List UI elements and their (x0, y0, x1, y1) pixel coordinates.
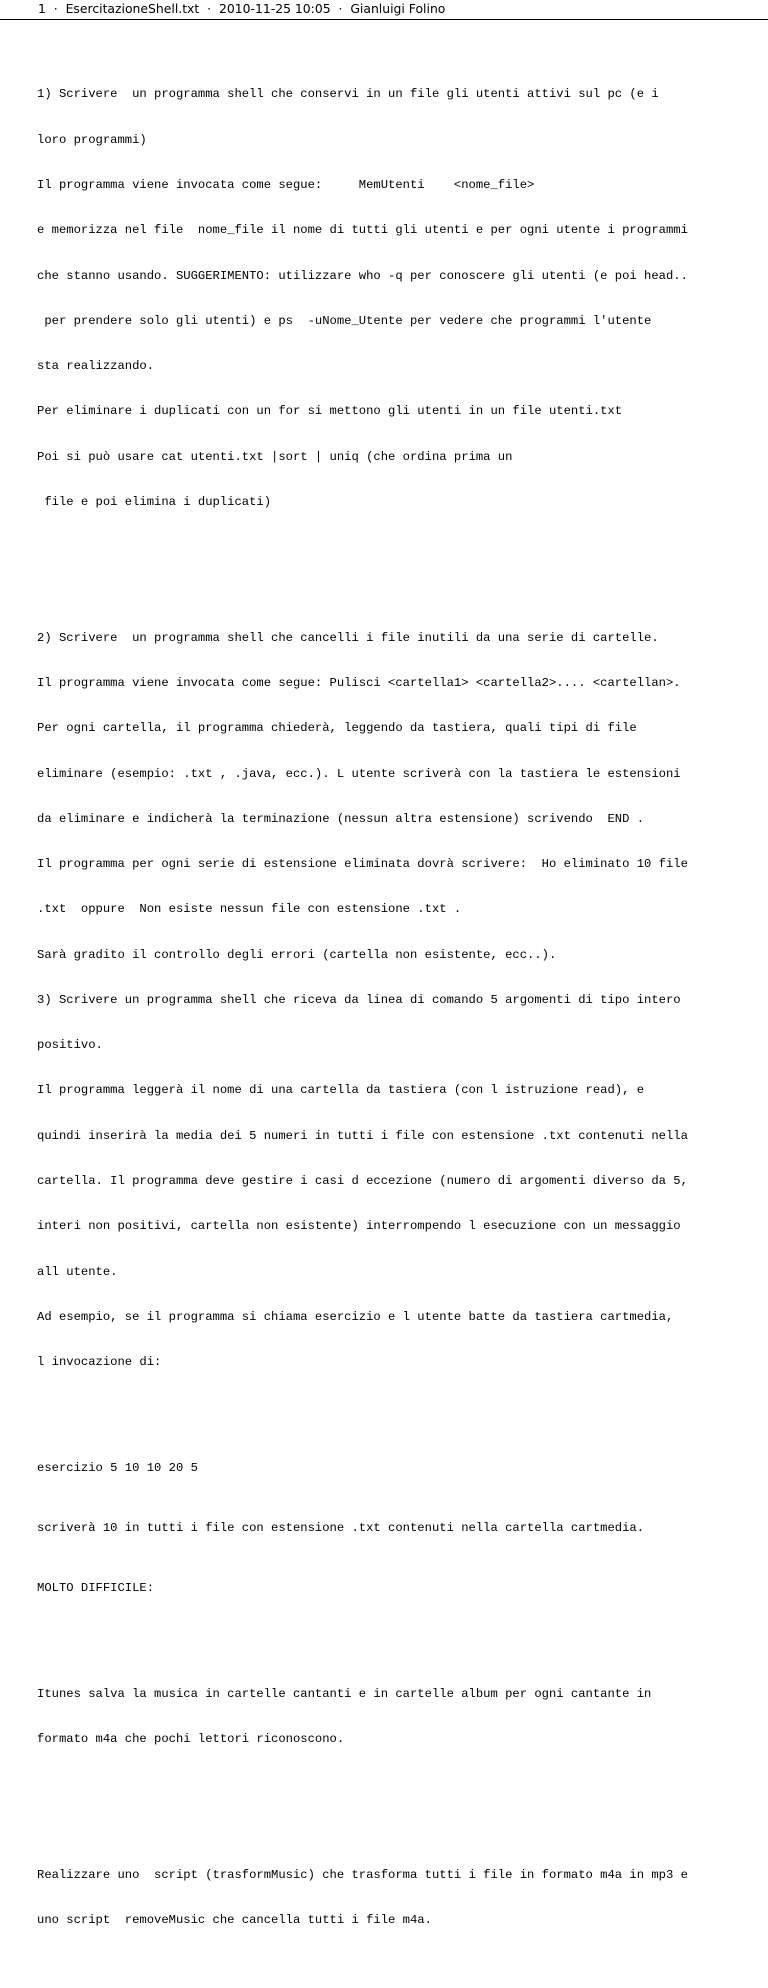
header-divider (0, 19, 768, 20)
file-name: EsercitazioneShell.txt (65, 1, 200, 16)
author-name: Gianluigi Folino (350, 1, 446, 16)
document-body (37, 27, 768, 1988)
itunes-paragraph: Itunes salva la musica in cartelle cantanti e in cartelle album per ogni cantante in formato m4a che pochi lettori riconoscono. (37, 1686, 652, 1747)
section-heading-difficult: MOLTO DIFFICILE: (37, 1581, 155, 1596)
exercise-2-3: 2) Scrivere un programma shell che cancelli i file inutili da una serie di cartelle. Il programma viene invocata come segue: Pulisci <cartella1> <cartella2>.... <cartellan>. Per ogni cartella, il programma chiederà, leggendo da tastiera, quali tipi di file eliminare (esempio: .txt , .java, ecc.). L utente scriverà con la tastiera le estensioni da eliminare e indicherà la terminazione (nessun altra estensione) scrivendo END . Il programma per ogni serie di estensione eliminata dovrà scrivere: Ho eliminato 10 file .txt oppure Non esiste nessun file con estensione .txt . Sarà gradito il controllo degli errori (cartella non esistente, ecc..). 3) Scrivere un programma shell che riceva da linea di comando 5 argomenti di tipo intero positivo. Il programma leggerà il nome di una cartella da tastiera (con l istruzione read), e quindi inserirà la media dei 5 numeri in tutti i file con estensione .txt contenuti nella cartella. Il programma deve gestire i casi d eccezione (numero di argomenti diverso da 5, interi non positivi, cartella non esistente) interrompendo l esecuzione con un messaggio all utente. Ad esempio, se il programma si chiama esercizio e l utente batte da tastiera cartmedia, l invocazione di: (37, 630, 688, 1370)
page-number: 1 (38, 1, 46, 16)
example-command: esercizio 5 10 10 20 5 (37, 1460, 198, 1475)
example-result: scriverà 10 in tutti i file con estensione .txt contenuti nella cartella cartmedia. (37, 1521, 645, 1535)
task-paragraph: Realizzare uno script (trasformMusic) che trasforma tutti i file in formato m4a in mp3 e uno script removeMusic che cancella tutti i file m4a. (37, 1867, 688, 1928)
print-header: 1 · EsercitazioneShell.txt · 2010-11-25 10:05 · Gianluigi Folino (38, 1, 446, 16)
exercise-1: 1) Scrivere un programma shell che conservi in un file gli utenti attivi sul pc (e i loro programmi) Il programma viene invocata come segue: MemUtenti <nome_file> e memorizza nel file nome_file il nome di tutti gli utenti e per ogni utente i programmi che stanno usando. SUGGERIMENTO: utilizzare who -q per conoscere gli utenti (e poi head.. per prendere solo gli utenti) e ps -uNome_Utente per vedere che programmi l'utente sta realizzando. Per eliminare i duplicati con un for si mettono gli utenti in un file utenti.txt Poi si può usare cat utenti.txt |sort | uniq (che ordina prima un file e poi elimina i duplicati) (37, 87, 688, 509)
print-datetime: 2010-11-25 10:05 (218, 1, 331, 16)
